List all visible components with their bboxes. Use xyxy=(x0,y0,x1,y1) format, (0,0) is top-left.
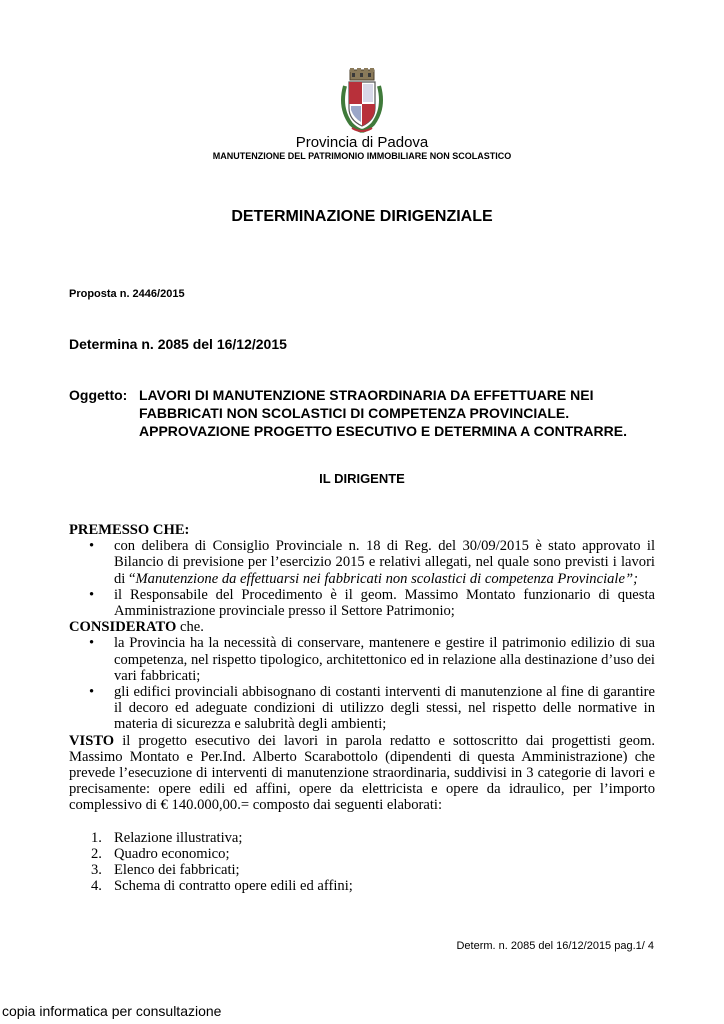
considerato-heading: CONSIDERATO xyxy=(69,619,177,636)
elaborato-text: Relazione illustrativa; xyxy=(114,829,243,846)
subject-label: Oggetto: xyxy=(69,387,128,403)
bullet-icon: • xyxy=(89,586,95,603)
list-item xyxy=(69,830,655,846)
watermark-text: copia informatica per consultazione xyxy=(2,1003,222,1019)
elaborato-text: Elenco dei fabbricati; xyxy=(114,862,240,879)
list-number: 3. xyxy=(91,862,102,879)
bullet-icon: • xyxy=(89,684,95,701)
bullet-icon: • xyxy=(89,635,95,652)
list-item xyxy=(69,538,655,587)
document-body xyxy=(69,522,655,894)
bullet-icon: • xyxy=(89,538,95,555)
premesso-heading: PREMESSO CHE: xyxy=(69,522,190,538)
considerato-item-text: gli edifici provinciali abbisognano di costanti interventi di manutenzione al fine di garantire il decoro ed adeguate condizioni di utilizzo degli stessi, nel rispetto delle normative in materia di sicurezza e salubrità degli ambienti; xyxy=(114,684,655,733)
subject-line: APPROVAZIONE PROGETTO ESECUTIVO E DETERMINA A CONTRARRE. xyxy=(139,423,627,439)
premesso-item-text: il Responsabile del Procedimento è il geom. Massimo Montato funzionario di questa Amministrazione provinciale presso il Settore Patrimonio; xyxy=(114,586,655,620)
visto-paragraph xyxy=(69,733,655,814)
list-item xyxy=(69,878,655,894)
list-number: 2. xyxy=(91,845,102,862)
document-type-title: DETERMINAZIONE DIRIGENZIALE xyxy=(231,208,493,225)
elaborato-text: Quadro economico; xyxy=(114,845,230,862)
premesso-item-italic: Manutenzione da effettuarsi nei fabbricati non scolastici di competenza Provinciale”; xyxy=(135,570,638,587)
visto-text: il progetto esecutivo dei lavori in parola redatto e sottoscritto dai progettisti geom. Massimo Montato e Per.Ind. Alberto Scarabottolo (dipendenti di questa Amministrazione) che prevede l’esecuzione di interventi di manutenzione straordinaria, suddivisi in 3 categorie di lavori e precisamente: opere edili ed affini, opere da elettricista e opere da idraulico, per l’importo complessivo di € 140.000,00.= composto dai seguenti elaborati: xyxy=(69,732,655,814)
determination-number: Determina n. 2085 del 16/12/2015 xyxy=(69,336,287,352)
subject-line: LAVORI DI MANUTENZIONE STRAORDINARIA DA EFFETTUARE NEI xyxy=(139,387,594,403)
list-item xyxy=(69,635,655,684)
premesso-item-text: con delibera di Consiglio Provinciale n. 18 di Reg. del 30/09/2015 è stato approvato il Bilancio di previsione per l’esercizio 2015 e relativi allegati, nel quale sono previsti i lavori di “ xyxy=(114,538,655,587)
visto-heading: VISTO xyxy=(69,732,115,749)
list-item xyxy=(69,684,655,733)
list-item xyxy=(69,587,655,619)
elaborato-text: Schema di contratto opere edili ed affini; xyxy=(114,878,353,895)
considerato-tail: che. xyxy=(176,619,204,636)
dirigente-heading: IL DIRIGENTE xyxy=(319,471,405,486)
considerato-line xyxy=(69,619,655,635)
list-item xyxy=(69,862,655,878)
list-number: 1. xyxy=(91,829,102,846)
list-item xyxy=(69,846,655,862)
page-reference: Determ. n. 2085 del 16/12/2015 pag.1/ 4 xyxy=(456,940,654,952)
considerato-item-text: la Provincia ha la necessità di conservare, mantenere e gestire il patrimonio edilizio di sua competenza, nel rispetto tipologico, architettonico ed in relazione alla destinazione d’uso dei vari fabbricati; xyxy=(114,635,655,684)
provincia-name: Provincia di Padova xyxy=(295,134,429,151)
coat-of-arms-icon xyxy=(337,68,387,134)
list-number: 4. xyxy=(91,878,102,895)
subject-line: FABBRICATI NON SCOLASTICI DI COMPETENZA PROVINCIALE. xyxy=(139,405,570,421)
proposal-number: Proposta n. 2446/2015 xyxy=(69,288,185,300)
office-name: MANUTENZIONE DEL PATRIMONIO IMMOBILIARE NON SCOLASTICO xyxy=(212,151,512,161)
